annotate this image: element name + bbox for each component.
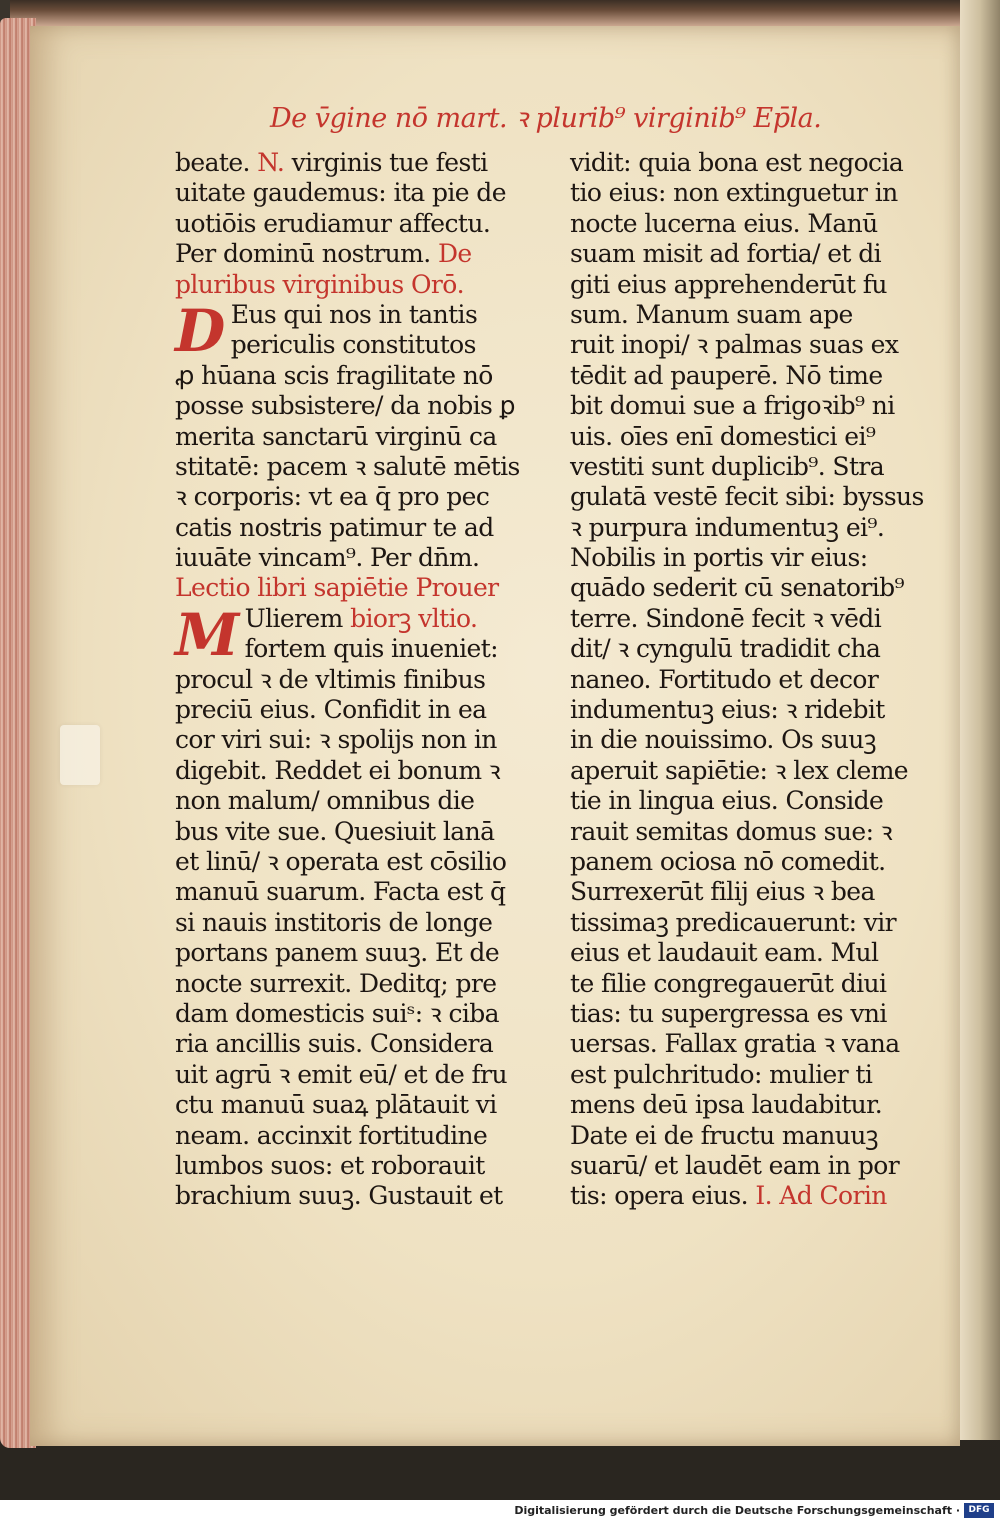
text-run: posse subsistere/ da nobis ꝑ: [175, 391, 515, 421]
text-run: Eus qui nos in tantis: [230, 299, 478, 329]
text-line: [570, 999, 940, 1029]
text-line: [570, 178, 940, 208]
text-run: Nobilis in portis vir eius:: [570, 543, 868, 573]
text-run: uersas. Fallax gratia ꝛ vana: [570, 1029, 900, 1059]
text-line: [570, 300, 940, 330]
text-run: tēdit ad pauperē. Nō time: [570, 360, 883, 390]
text-run: periculis constitutos: [230, 330, 476, 360]
text-run: indumentuꝫ eius: ꝛ ridebit: [570, 695, 885, 725]
text-run: aperuit sapiētie: ꝛ lex cleme: [570, 755, 909, 785]
text-line: [175, 665, 545, 695]
text-run: portans panem suuꝫ. Et de: [175, 938, 500, 968]
text-line: [570, 604, 940, 634]
text-line: [175, 543, 545, 573]
text-line: [570, 330, 940, 360]
text-line: [175, 1181, 545, 1211]
text-run: ꝛ corporis: vt ea q̄ pro pec: [175, 482, 490, 512]
text-run: lumbos suos: et roborauit: [175, 1150, 485, 1180]
text-line: [175, 361, 545, 391]
text-line: [175, 938, 545, 968]
text-line: [570, 969, 940, 999]
page-edge-top: [10, 0, 1000, 26]
rubric-text: I. Ad Corin: [755, 1181, 887, 1211]
rubric-text: De: [437, 239, 472, 269]
text-run: non malum/ omnibus die: [175, 786, 475, 816]
text-run: terre. Sindonē fecit ꝛ vēdi: [570, 603, 882, 633]
text-line: [570, 513, 940, 543]
text-line: [175, 1121, 545, 1151]
text-column-right: [570, 148, 940, 1212]
footer-credit: Digitalisierung gefördert durch die Deutsche Forschungsgemeinschaft ·: [514, 1504, 960, 1517]
text-column-left: [175, 148, 545, 1212]
page-edge-right: [960, 0, 1000, 1440]
text-run: mens deū ipsa laudabitur.: [570, 1090, 883, 1120]
text-line: [570, 938, 940, 968]
text-line: [175, 786, 545, 816]
text-run: suarū/ et laudēt eam in por: [570, 1150, 900, 1180]
text-run: Date ei de fructu manuuꝫ: [570, 1120, 878, 1150]
text-run: suam misit ad fortia/ et di: [570, 239, 882, 269]
text-run: Surrexerūt filij eius ꝛ bea: [570, 877, 875, 907]
running-title: De v̄gine nō mart. ꝛ plurib⁹ virginib⁹ Ep̄la.: [270, 103, 822, 134]
text-line: [175, 817, 545, 847]
text-run: dam domesticis suiˢ: ꝛ ciba: [175, 998, 499, 1028]
text-run: ꝓ hūana scis fragilitate nō: [175, 360, 493, 390]
text-line: [175, 452, 545, 482]
text-run: panem ociosa nō comedit.: [570, 846, 886, 876]
text-line: [570, 482, 940, 512]
text-run: sum. Manum suam ape: [570, 299, 853, 329]
text-run: tie in lingua eius. Conside: [570, 786, 884, 816]
text-run: in die nouissimo. Os suuꝫ: [570, 725, 876, 755]
text-run: manuū suarum. Facta est q̄: [175, 877, 506, 907]
text-line: [570, 543, 940, 573]
text-run: nocte lucerna eius. Manū: [570, 208, 878, 238]
text-line: [175, 695, 545, 725]
text-run: tias: tu supergressa es vni: [570, 998, 887, 1028]
text-run: ꝛ purpura indumentuꝫ ei⁹.: [570, 512, 885, 542]
text-line: [570, 1181, 940, 1211]
text-run: merita sanctarū virginū ca: [175, 421, 497, 451]
text-line: [175, 209, 545, 239]
text-line: [175, 725, 545, 755]
text-line: [570, 908, 940, 938]
text-run: vestiti sunt duplicib⁹. Stra: [570, 451, 885, 481]
text-run: bus vite sue. Quesiuit lanā: [175, 816, 495, 846]
text-line: [175, 239, 545, 269]
text-line: [175, 148, 545, 178]
text-line: [175, 270, 545, 300]
footer-bar: [0, 1500, 1000, 1522]
text-run: bit domui sue a frigoꝛib⁹ ni: [570, 391, 895, 421]
text-run: si nauis institoris de longe: [175, 907, 493, 937]
text-line: [175, 391, 545, 421]
paper-repair-patch: [60, 725, 100, 785]
text-run: cor viri sui: ꝛ spolijs non in: [175, 725, 497, 755]
text-line: [570, 756, 940, 786]
text-run: neam. accinxit fortitudine: [175, 1120, 488, 1150]
text-line: [570, 573, 940, 603]
text-line: [570, 1090, 940, 1120]
text-line: [570, 422, 940, 452]
text-line: [570, 239, 940, 269]
text-line: [570, 695, 940, 725]
text-run: quādo sederit cū senatorib⁹: [570, 573, 904, 603]
text-run: uis. oīes enī domestici ei⁹: [570, 421, 876, 451]
text-run: uitate gaudemus: ita pie de: [175, 178, 506, 208]
text-run: gulatā vestē fecit sibi: byssus: [570, 482, 924, 512]
text-line: [570, 209, 940, 239]
text-line: [175, 969, 545, 999]
text-line: [570, 148, 940, 178]
text-line: [175, 877, 545, 907]
text-run: brachium suuꝫ. Gustauit et: [175, 1181, 503, 1211]
text-run: te filie congregauerūt diui: [570, 968, 887, 998]
rubric-text: pluribus virginibus Orō.: [175, 269, 465, 299]
text-run: dit/ ꝛ cyngulū tradidit cha: [570, 634, 881, 664]
text-run: beate.: [175, 148, 258, 177]
rubric-text: Lectio libri sapiētie Prouer: [175, 573, 499, 603]
text-run: giti eius apprehenderūt fu: [570, 269, 887, 299]
text-line: [570, 877, 940, 907]
text-line: [175, 573, 545, 603]
text-run: preciū eius. Confidit in ea: [175, 695, 487, 725]
text-line: [570, 391, 940, 421]
text-run: virginis tue festi: [284, 148, 488, 177]
text-line: [570, 847, 940, 877]
rubric-text: N.: [257, 148, 285, 177]
text-run: ctu manuū suaꝝ plātauit vi: [175, 1090, 497, 1120]
text-run: ria ancillis suis. Considera: [175, 1029, 494, 1059]
text-line: [570, 1151, 940, 1181]
text-run: Per dominū nostrum.: [175, 239, 438, 269]
text-line: [570, 270, 940, 300]
decorated-initial: M: [175, 600, 239, 669]
text-run: vidit: quia bona est negocia: [570, 148, 904, 177]
text-run: fortem quis inueniet:: [244, 634, 498, 664]
text-line: [570, 452, 940, 482]
text-line: [175, 178, 545, 208]
text-run: est pulchritudo: mulier ti: [570, 1059, 873, 1089]
text-run: ruit inopi/ ꝛ palmas suas ex: [570, 330, 899, 360]
text-line: [175, 330, 545, 360]
text-line: [175, 999, 545, 1029]
text-run: nocte surrexit. Deditq; pre: [175, 968, 497, 998]
text-line: [570, 817, 940, 847]
text-line: [175, 908, 545, 938]
text-run: stitatē: pacem ꝛ salutē mētis: [175, 451, 520, 481]
text-line: [175, 482, 545, 512]
text-run: uotiōis erudiamur affectu.: [175, 208, 491, 238]
text-line: [570, 725, 940, 755]
text-line: [570, 1029, 940, 1059]
text-line: [175, 1060, 545, 1090]
text-run: eius et laudauit eam. Mul: [570, 938, 879, 968]
text-line: [570, 361, 940, 391]
dfg-logo: DFG: [964, 1503, 994, 1518]
text-line: [570, 634, 940, 664]
text-run: procul ꝛ de vltimis finibus: [175, 664, 486, 694]
text-run: Ulierem: [244, 603, 351, 633]
text-run: tio eius: non extinguetur in: [570, 178, 898, 208]
rubric-text: biorꝫ vltio.: [350, 603, 478, 633]
text-line: [175, 513, 545, 543]
text-line: [570, 1060, 940, 1090]
text-line: [570, 786, 940, 816]
text-line: [570, 665, 940, 695]
text-line: [570, 1121, 940, 1151]
text-run: uit agrū ꝛ emit eū/ et de fru: [175, 1059, 507, 1089]
text-run: et linū/ ꝛ operata est cōsilio: [175, 846, 507, 876]
text-run: catis nostris patimur te ad: [175, 512, 494, 542]
text-run: iuuāte vincam⁹. Per dn̄m.: [175, 543, 480, 573]
text-line: [175, 1151, 545, 1181]
decorated-initial: D: [175, 296, 225, 365]
text-run: naneo. Fortitudo et decor: [570, 664, 879, 694]
text-run: digebit. Reddet ei bonum ꝛ: [175, 755, 501, 785]
text-line: [175, 847, 545, 877]
text-run: tis: opera eius.: [570, 1181, 756, 1211]
text-line: [175, 1090, 545, 1120]
text-line: [175, 1029, 545, 1059]
text-run: tissimaꝫ predicauerunt: vir: [570, 907, 897, 937]
text-line: [175, 756, 545, 786]
text-run: rauit semitas domus sue: ꝛ: [570, 816, 892, 846]
text-line: [175, 422, 545, 452]
